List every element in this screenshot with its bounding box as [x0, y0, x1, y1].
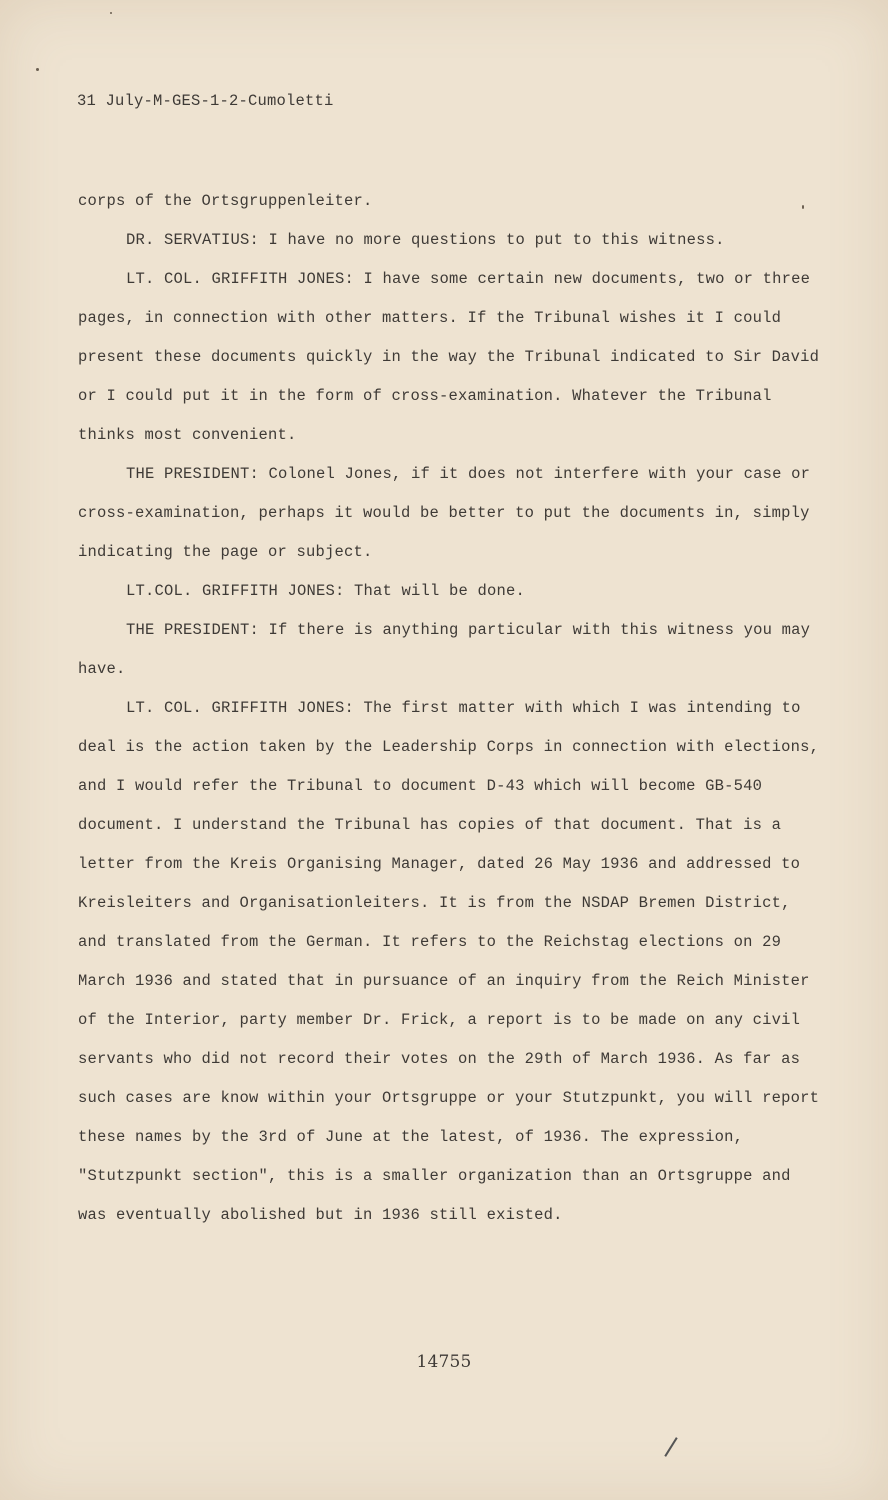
paper-speck [36, 68, 39, 71]
pencil-mark [664, 1437, 677, 1457]
document-header: 31 July-M-GES-1-2-Cumoletti [77, 92, 334, 110]
paragraph-president-2: THE PRESIDENT: If there is anything particular with this witness you may have. [78, 621, 811, 678]
transcript-body [78, 182, 822, 1235]
paragraph-griffith-jones-3: LT. COL. GRIFFITH JONES: The first matter with which I was intending to deal is the action taken by the Leadership Corps in connection with elections, and I would refer the Tribunal to document D-43 which will become GB-540 document. I understand the Tribunal has copies of that document. That is a letter from the Kreis Organising Manager, dated 26 May 1936 and addressed to Kreisleiters and Organisationleiters. It is from the NSDAP Bremen District, and translated from the German. It refers to the Reichstag elections on 29 March 1936 and stated that in pursuance of an inquiry from the Reich Minister of the Interior, party member Dr. Frick, a report is to be made on any civil servants who did not record their votes on the 29th of March 1936. As far as such cases are know within your Ortsgruppe or your Stutzpunkt, you will report these names by the 3rd of June at the latest, of 1936. The expression, "Stutzpunkt section", this is a smaller organization than an Ortsgruppe and was eventually abolished but in 1936 still existed. [78, 699, 820, 1224]
paper-speck [110, 12, 112, 14]
paragraph-continuation: corps of the Ortsgruppenleiter. [78, 192, 373, 210]
paragraph-president-1: THE PRESIDENT: Colonel Jones, if it does not interfere with your case or cross-examination, perhaps it would be better to put the documents in, simply indicating the page or subject. [78, 465, 811, 561]
paragraph-griffith-jones-1: LT. COL. GRIFFITH JONES: I have some certain new documents, two or three pages, in connection with other matters. If the Tribunal wishes it I could present these documents quickly in the way the Tribunal indicated to Sir David or I could put it in the form of cross-examination. Whatever the Tribunal thinks most convenient. [78, 270, 820, 444]
paragraph-griffith-jones-2: LT.COL. GRIFFITH JONES: That will be done. [126, 582, 526, 600]
page-number: 14755 [416, 1352, 472, 1372]
paragraph-servatius: DR. SERVATIUS: I have no more questions to put to this witness. [126, 231, 725, 249]
